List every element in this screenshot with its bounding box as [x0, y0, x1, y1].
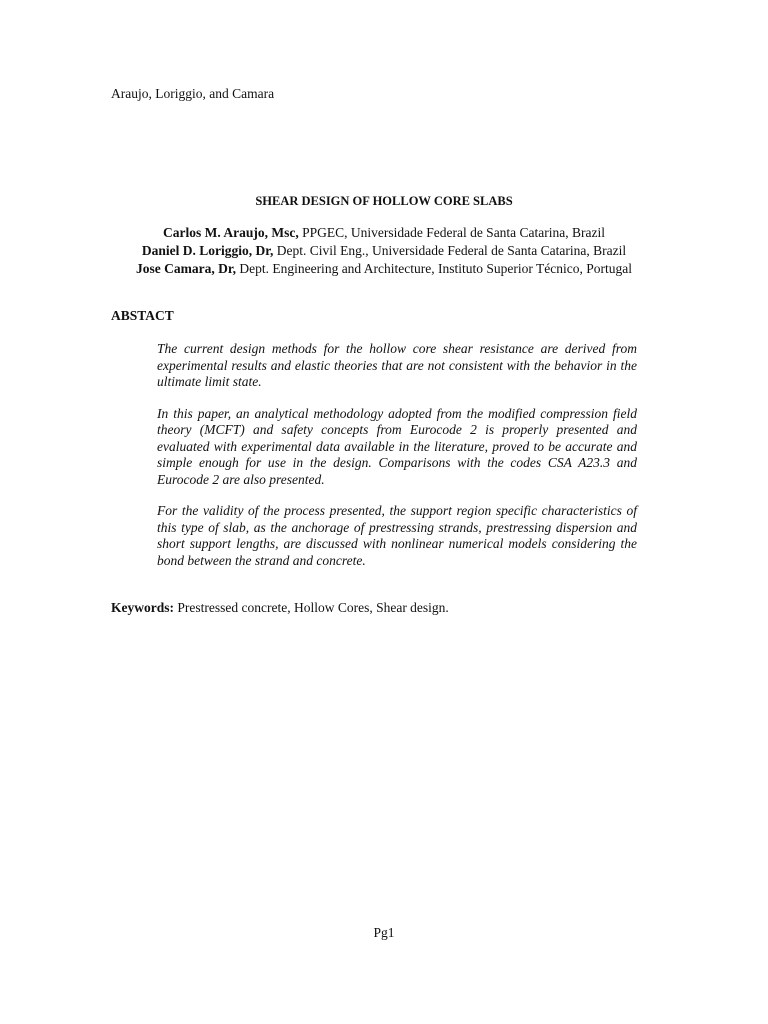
author-affiliation: Dept. Civil Eng., Universidade Federal de Santa Catarina, Brazil	[273, 243, 627, 258]
abstract-paragraph: In this paper, an analytical methodology adopted from the modified compression field theory (MCFT) and safety concepts from Eurocode 2 is properly presented and evaluated with experimental data available in the literature, proved to be accurate and simple enough for use in the design. Comparisons with the codes CSA A23.3 and Eurocode 2 are also presented.	[157, 405, 637, 487]
abstract-paragraph: For the validity of the process presented, the support region specific characteristics of this type of slab, as the anchorage of prestressing strands, prestressing dispersion and short support lengths, are discussed with nonlinear numerical models considering the bond between the strand and concrete.	[157, 503, 637, 568]
author-affiliation: PPGEC, Universidade Federal de Santa Catarina, Brazil	[298, 225, 606, 240]
author-name: Carlos M. Araujo, Msc,	[162, 225, 299, 240]
abstract-heading: ABSTACT	[111, 308, 174, 323]
keywords-text: Prestressed concrete, Hollow Cores, Shear design.	[174, 600, 449, 615]
author-list	[0, 225, 768, 279]
paper-title: SHEAR DESIGN OF HOLLOW CORE SLABS	[255, 194, 513, 208]
author-line	[0, 225, 768, 243]
running-header: Araujo, Loriggio, and Camara	[111, 86, 275, 101]
author-name: Jose Camara, Dr,	[135, 261, 236, 276]
author-line	[0, 243, 768, 261]
keywords-label: Keywords:	[111, 600, 174, 615]
author-name: Daniel D. Loriggio, Dr,	[141, 243, 274, 258]
abstract-paragraph: The current design methods for the hollow core shear resistance are derived from experimental results and elastic theories that are not consistent with the behavior in the ultimate limit state.	[157, 341, 637, 389]
page-number: Pg1	[373, 925, 395, 940]
author-line	[0, 261, 768, 279]
author-affiliation: Dept. Engineering and Architecture, Instituto Superior Técnico, Portugal	[235, 261, 632, 276]
abstract-body	[157, 341, 637, 584]
keywords	[111, 600, 449, 617]
